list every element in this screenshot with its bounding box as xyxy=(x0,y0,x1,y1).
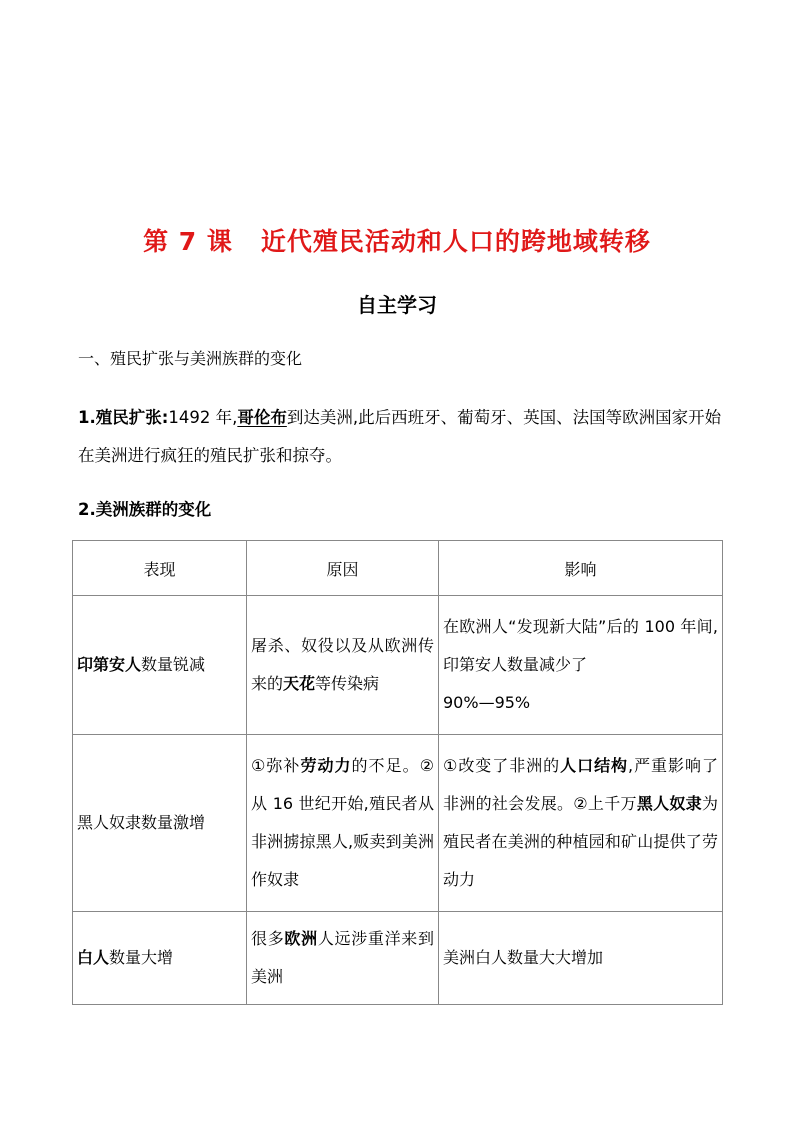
cell-text: ①弥补 xyxy=(251,756,301,775)
ethnic-change-table xyxy=(72,540,723,1005)
cell-text: 的不足。②从 16 世纪开始,殖民者从非洲掳掠黑人,贩卖到美洲作奴隶 xyxy=(251,756,434,889)
table-header-cell: 表现 xyxy=(73,541,247,596)
table-row xyxy=(73,596,723,735)
cell-text: ①改变了非洲的 xyxy=(443,756,561,775)
cell-text: 黑人奴隶数量激增 xyxy=(77,813,206,832)
table-cell xyxy=(439,596,723,735)
cell-text: 美洲白人数量大大增加 xyxy=(443,948,604,967)
cell-text: ,严重影响了非洲的社会发展。②上千万 xyxy=(443,756,718,813)
point1-label: 1.殖民扩张: xyxy=(78,408,169,427)
table-header-row xyxy=(73,541,723,596)
key-term: 欧洲 xyxy=(284,929,318,948)
cell-text: 很多 xyxy=(251,929,285,948)
point1-text-a: 1492 年, xyxy=(168,408,238,427)
point1-paragraph xyxy=(78,399,728,475)
table-cell xyxy=(247,735,439,912)
section-subtitle: 自主学习 xyxy=(357,293,437,317)
table-cell xyxy=(73,596,247,735)
table-row xyxy=(73,912,723,1005)
cell-text: 数量大增 xyxy=(109,948,174,967)
table-header-cell: 影响 xyxy=(439,541,723,596)
cell-text: 人远涉重洋来到美洲 xyxy=(251,929,434,986)
table-cell xyxy=(439,912,723,1005)
cell-text: 在欧洲人“发现新大陆”后的 100 年间,印第安人数量减少了 xyxy=(443,617,718,674)
key-term: 天花 xyxy=(283,674,316,693)
point2-heading: 2.美洲族群的变化 xyxy=(78,500,212,519)
cell-text: 等传染病 xyxy=(315,674,380,693)
table-cell xyxy=(247,912,439,1005)
cell-text: 数量锐减 xyxy=(141,655,206,674)
key-term: 劳动力 xyxy=(300,756,352,775)
key-term: 人口结构 xyxy=(560,756,629,775)
lesson-number: 第 7 课 xyxy=(143,227,233,256)
table-cell xyxy=(247,596,439,735)
key-term: 黑人奴隶 xyxy=(636,794,702,813)
key-term: 白人 xyxy=(77,948,110,967)
cell-text: 屠杀、奴役以及从欧洲传来的 xyxy=(251,636,434,693)
section-heading: 一、殖民扩张与美洲族群的变化 xyxy=(78,349,303,368)
cell-text: 为殖民者在美洲的种植园和矿山提供了劳动力 xyxy=(443,794,718,889)
table-header-cell: 原因 xyxy=(247,541,439,596)
lesson-name: 近代殖民活动和人口的跨地域转移 xyxy=(260,227,651,256)
point1-key-term: 哥伦布 xyxy=(237,408,287,427)
table-cell xyxy=(73,735,247,912)
table-cell xyxy=(73,912,247,1005)
point1-text-b: 到达美洲,此后西班牙、葡萄牙、英国、法国等欧洲国家开始在美洲进行疯狂的殖民扩张和掠夺。 xyxy=(78,408,722,465)
lesson-title xyxy=(0,222,794,258)
table-row xyxy=(73,735,723,912)
cell-text: 90%—95% xyxy=(443,693,531,712)
key-term: 印第安人 xyxy=(77,655,142,674)
table-cell xyxy=(439,735,723,912)
